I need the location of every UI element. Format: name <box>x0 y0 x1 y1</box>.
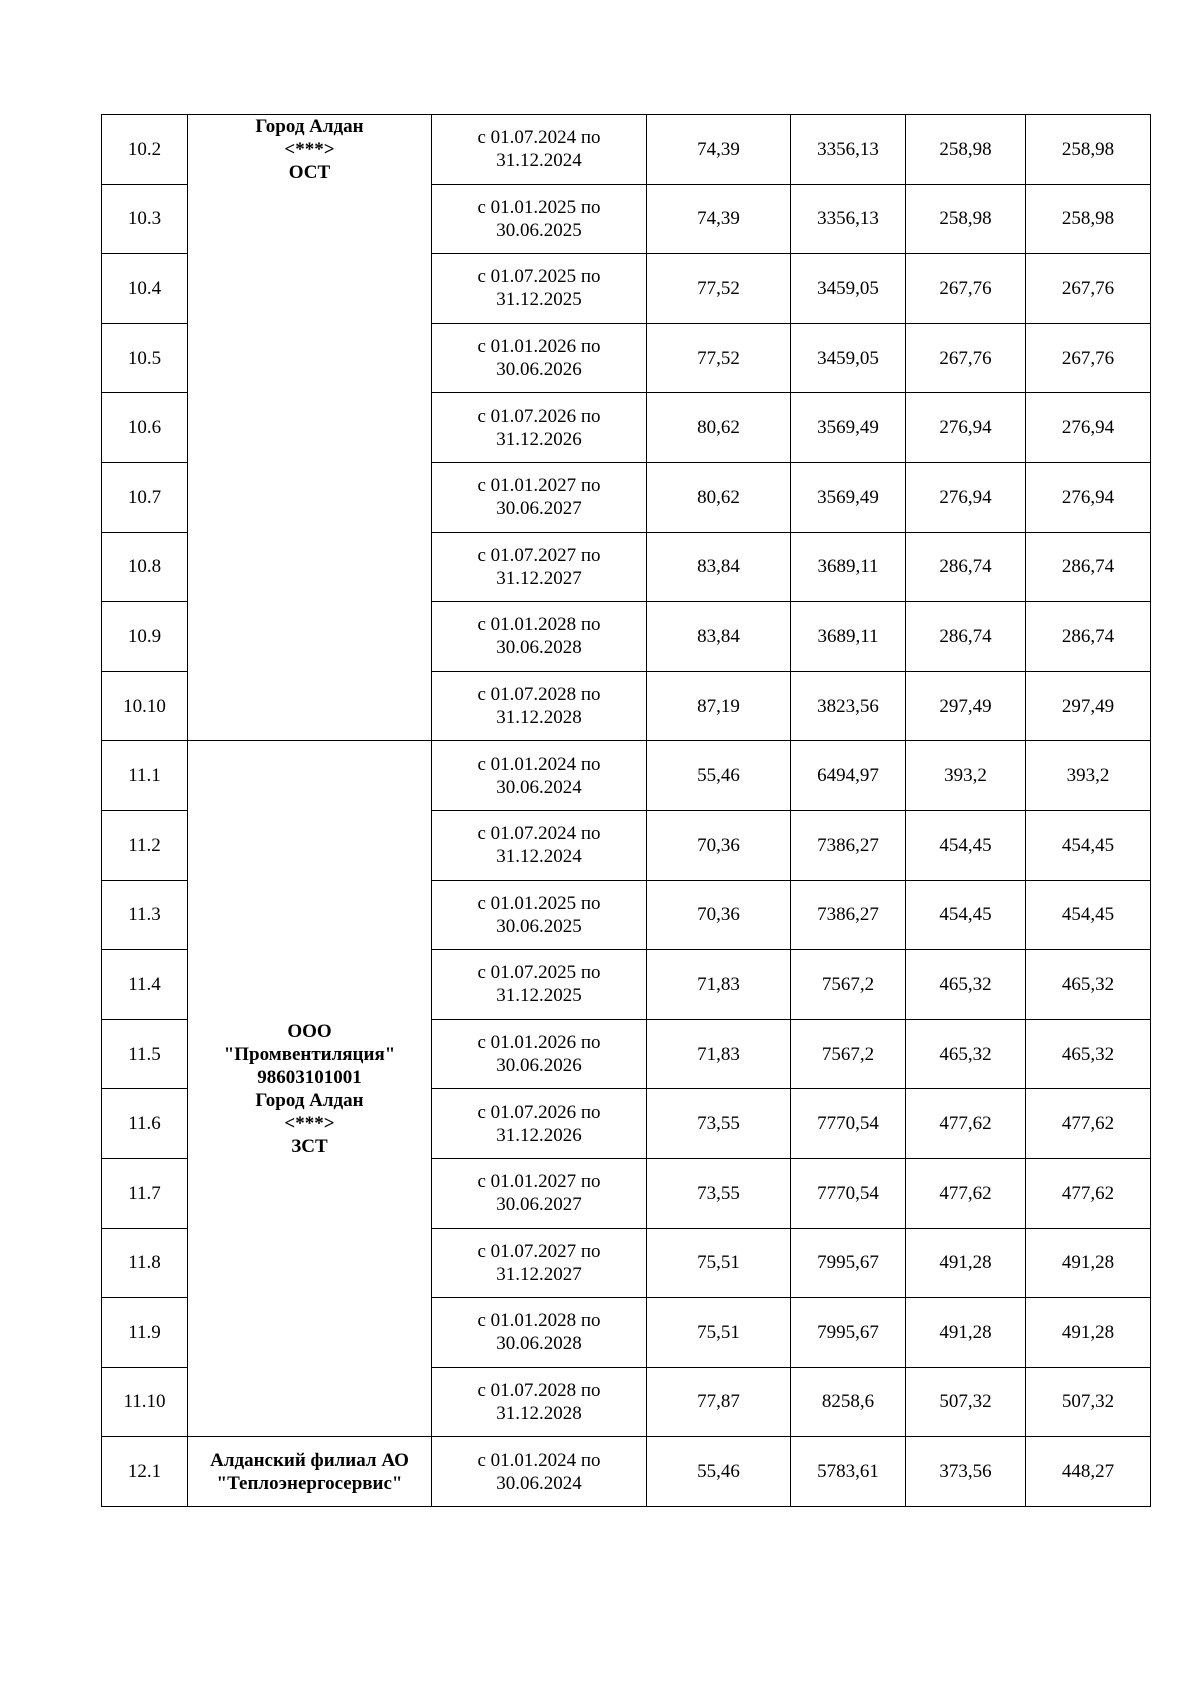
value-cell-1: 75,51 <box>647 1298 791 1368</box>
period-line: 30.06.2024 <box>496 1472 582 1494</box>
value-cell-1: 71,83 <box>647 950 791 1020</box>
value-cell-4: 276,94 <box>1026 393 1151 463</box>
value-cell-4: 297,49 <box>1026 671 1151 741</box>
value-cell-2: 3356,13 <box>791 184 906 254</box>
value-cell-1: 73,55 <box>647 1089 791 1159</box>
period-line: 30.06.2028 <box>496 1333 582 1355</box>
value-cell-1: 77,87 <box>647 1367 791 1437</box>
period-line: 31.12.2027 <box>496 567 582 589</box>
organization-line: "Теплоэнергосервис" <box>216 1472 403 1494</box>
table-row <box>102 1437 1151 1507</box>
period-line: с 01.01.2028 по <box>477 614 601 636</box>
value-cell-3: 477,62 <box>906 1089 1026 1159</box>
row-number: 11.1 <box>102 741 188 811</box>
value-cell-4: 448,27 <box>1026 1437 1151 1507</box>
period-line: 31.12.2028 <box>496 1402 582 1424</box>
value-cell-4: 465,32 <box>1026 950 1151 1020</box>
value-cell-1: 77,52 <box>647 254 791 324</box>
value-cell-3: 454,45 <box>906 810 1026 880</box>
period-line: с 01.07.2025 по <box>477 962 601 984</box>
value-cell-3: 276,94 <box>906 462 1026 532</box>
period-line: с 01.01.2026 по <box>477 1032 601 1054</box>
period-line: 31.12.2026 <box>496 1124 582 1146</box>
period-line: с 01.01.2026 по <box>477 336 601 358</box>
period-line: 31.12.2024 <box>496 150 582 172</box>
period-cell <box>432 323 647 393</box>
organization-line: "Промвентиляция" <box>223 1043 396 1065</box>
value-cell-4: 276,94 <box>1026 462 1151 532</box>
period-cell <box>432 532 647 602</box>
table-row <box>102 741 1151 811</box>
period-cell <box>432 462 647 532</box>
period-line: с 01.01.2028 по <box>477 1310 601 1332</box>
period-line: с 01.07.2028 по <box>477 1379 601 1401</box>
organization-line: <***> <box>284 139 335 160</box>
value-cell-4: 267,76 <box>1026 254 1151 324</box>
row-number: 12.1 <box>102 1437 188 1507</box>
value-cell-1: 74,39 <box>647 184 791 254</box>
period-line: 31.12.2027 <box>496 1263 582 1285</box>
value-cell-4: 267,76 <box>1026 323 1151 393</box>
row-number: 10.7 <box>102 462 188 532</box>
period-line: с 01.01.2024 по <box>477 753 601 775</box>
value-cell-2: 7386,27 <box>791 880 906 950</box>
period-line: 30.06.2027 <box>496 498 582 520</box>
value-cell-1: 75,51 <box>647 1228 791 1298</box>
tariff-table-body <box>102 115 1151 1507</box>
value-cell-4: 258,98 <box>1026 184 1151 254</box>
period-line: с 01.07.2027 по <box>477 1240 601 1262</box>
organization-line: ОСТ <box>288 162 331 183</box>
period-cell <box>432 671 647 741</box>
value-cell-4: 258,98 <box>1026 115 1151 185</box>
row-number: 10.10 <box>102 671 188 741</box>
period-line: с 01.07.2024 по <box>477 127 601 149</box>
value-cell-2: 5783,61 <box>791 1437 906 1507</box>
value-cell-4: 477,62 <box>1026 1158 1151 1228</box>
tariff-table <box>101 114 1151 1507</box>
period-cell <box>432 1158 647 1228</box>
table-row <box>102 115 1151 185</box>
value-cell-2: 3689,11 <box>791 602 906 672</box>
value-cell-3: 491,28 <box>906 1298 1026 1368</box>
row-number: 11.8 <box>102 1228 188 1298</box>
value-cell-2: 3356,13 <box>791 115 906 185</box>
row-number: 11.5 <box>102 1019 188 1089</box>
value-cell-2: 7995,67 <box>791 1298 906 1368</box>
value-cell-1: 70,36 <box>647 880 791 950</box>
value-cell-3: 297,49 <box>906 671 1026 741</box>
row-number: 10.9 <box>102 602 188 672</box>
value-cell-4: 454,45 <box>1026 810 1151 880</box>
value-cell-3: 393,2 <box>906 741 1026 811</box>
row-number: 10.4 <box>102 254 188 324</box>
period-line: с 01.01.2025 по <box>477 892 601 914</box>
value-cell-3: 465,32 <box>906 950 1026 1020</box>
period-cell <box>432 880 647 950</box>
period-line: с 01.07.2026 по <box>477 1101 601 1123</box>
value-cell-4: 286,74 <box>1026 532 1151 602</box>
row-number: 11.3 <box>102 880 188 950</box>
period-line: 30.06.2025 <box>496 915 582 937</box>
period-line: 31.12.2028 <box>496 707 582 729</box>
value-cell-3: 258,98 <box>906 184 1026 254</box>
value-cell-2: 3569,49 <box>791 462 906 532</box>
period-cell <box>432 115 647 185</box>
period-cell <box>432 602 647 672</box>
value-cell-1: 71,83 <box>647 1019 791 1089</box>
value-cell-2: 8258,6 <box>791 1367 906 1437</box>
value-cell-3: 286,74 <box>906 532 1026 602</box>
value-cell-3: 465,32 <box>906 1019 1026 1089</box>
value-cell-4: 491,28 <box>1026 1228 1151 1298</box>
organization-line: <***> <box>284 1112 335 1134</box>
row-number: 11.7 <box>102 1158 188 1228</box>
value-cell-4: 491,28 <box>1026 1298 1151 1368</box>
value-cell-4: 477,62 <box>1026 1089 1151 1159</box>
value-cell-1: 55,46 <box>647 741 791 811</box>
value-cell-3: 491,28 <box>906 1228 1026 1298</box>
period-line: с 01.07.2025 по <box>477 266 601 288</box>
period-line: 31.12.2025 <box>496 985 582 1007</box>
value-cell-1: 74,39 <box>647 115 791 185</box>
period-line: 30.06.2025 <box>496 219 582 241</box>
value-cell-4: 393,2 <box>1026 741 1151 811</box>
period-line: 31.12.2024 <box>496 846 582 868</box>
value-cell-3: 454,45 <box>906 880 1026 950</box>
row-number: 11.6 <box>102 1089 188 1159</box>
period-cell <box>432 393 647 463</box>
row-number: 10.6 <box>102 393 188 463</box>
period-line: 31.12.2025 <box>496 289 582 311</box>
value-cell-4: 507,32 <box>1026 1367 1151 1437</box>
period-line: 30.06.2026 <box>496 1055 582 1077</box>
value-cell-2: 3459,05 <box>791 323 906 393</box>
value-cell-3: 373,56 <box>906 1437 1026 1507</box>
value-cell-4: 465,32 <box>1026 1019 1151 1089</box>
period-line: с 01.01.2024 по <box>477 1449 601 1471</box>
period-cell <box>432 1019 647 1089</box>
organization-cell <box>188 115 432 741</box>
period-line: с 01.07.2027 по <box>477 544 601 566</box>
value-cell-1: 87,19 <box>647 671 791 741</box>
value-cell-2: 7770,54 <box>791 1158 906 1228</box>
value-cell-2: 7567,2 <box>791 1019 906 1089</box>
value-cell-4: 286,74 <box>1026 602 1151 672</box>
period-line: с 01.01.2025 по <box>477 196 601 218</box>
row-number: 10.8 <box>102 532 188 602</box>
value-cell-1: 77,52 <box>647 323 791 393</box>
period-cell <box>432 741 647 811</box>
value-cell-3: 286,74 <box>906 602 1026 672</box>
organization-line: 98603101001 <box>257 1066 362 1088</box>
organization-line: Город Алдан <box>255 116 364 137</box>
row-number: 10.2 <box>102 115 188 185</box>
organization-line: Алданский филиал АО <box>210 1449 409 1471</box>
value-cell-3: 276,94 <box>906 393 1026 463</box>
period-line: 30.06.2026 <box>496 359 582 381</box>
value-cell-2: 7567,2 <box>791 950 906 1020</box>
period-cell <box>432 254 647 324</box>
value-cell-1: 80,62 <box>647 462 791 532</box>
period-cell <box>432 1228 647 1298</box>
period-line: 31.12.2026 <box>496 428 582 450</box>
row-number: 11.4 <box>102 950 188 1020</box>
organization-line: ООО <box>287 1020 332 1042</box>
period-line: 30.06.2024 <box>496 776 582 798</box>
value-cell-3: 267,76 <box>906 254 1026 324</box>
value-cell-2: 6494,97 <box>791 741 906 811</box>
value-cell-3: 507,32 <box>906 1367 1026 1437</box>
period-line: с 01.01.2027 по <box>477 1171 601 1193</box>
value-cell-2: 3823,56 <box>791 671 906 741</box>
value-cell-3: 477,62 <box>906 1158 1026 1228</box>
value-cell-2: 3459,05 <box>791 254 906 324</box>
row-number: 10.5 <box>102 323 188 393</box>
value-cell-2: 7386,27 <box>791 810 906 880</box>
organization-cell <box>188 741 432 1437</box>
period-line: с 01.07.2028 по <box>477 684 601 706</box>
value-cell-1: 83,84 <box>647 602 791 672</box>
value-cell-3: 258,98 <box>906 115 1026 185</box>
row-number: 11.9 <box>102 1298 188 1368</box>
organization-cell <box>188 1437 432 1507</box>
value-cell-4: 454,45 <box>1026 880 1151 950</box>
row-number: 10.3 <box>102 184 188 254</box>
period-cell <box>432 184 647 254</box>
period-cell <box>432 950 647 1020</box>
value-cell-2: 3689,11 <box>791 532 906 602</box>
period-line: с 01.07.2024 по <box>477 823 601 845</box>
period-cell <box>432 1367 647 1437</box>
organization-line: Город Алдан <box>255 1089 364 1111</box>
value-cell-1: 73,55 <box>647 1158 791 1228</box>
value-cell-1: 70,36 <box>647 810 791 880</box>
value-cell-2: 7770,54 <box>791 1089 906 1159</box>
period-line: 30.06.2027 <box>496 1194 582 1216</box>
value-cell-1: 80,62 <box>647 393 791 463</box>
organization-line: ЗСТ <box>291 1135 328 1157</box>
row-number: 11.10 <box>102 1367 188 1437</box>
period-line: с 01.01.2027 по <box>477 475 601 497</box>
period-cell <box>432 1089 647 1159</box>
value-cell-2: 7995,67 <box>791 1228 906 1298</box>
value-cell-1: 83,84 <box>647 532 791 602</box>
period-cell <box>432 810 647 880</box>
period-cell <box>432 1437 647 1507</box>
row-number: 11.2 <box>102 810 188 880</box>
period-line: 30.06.2028 <box>496 637 582 659</box>
value-cell-3: 267,76 <box>906 323 1026 393</box>
value-cell-2: 3569,49 <box>791 393 906 463</box>
period-line: с 01.07.2026 по <box>477 405 601 427</box>
period-cell <box>432 1298 647 1368</box>
value-cell-1: 55,46 <box>647 1437 791 1507</box>
